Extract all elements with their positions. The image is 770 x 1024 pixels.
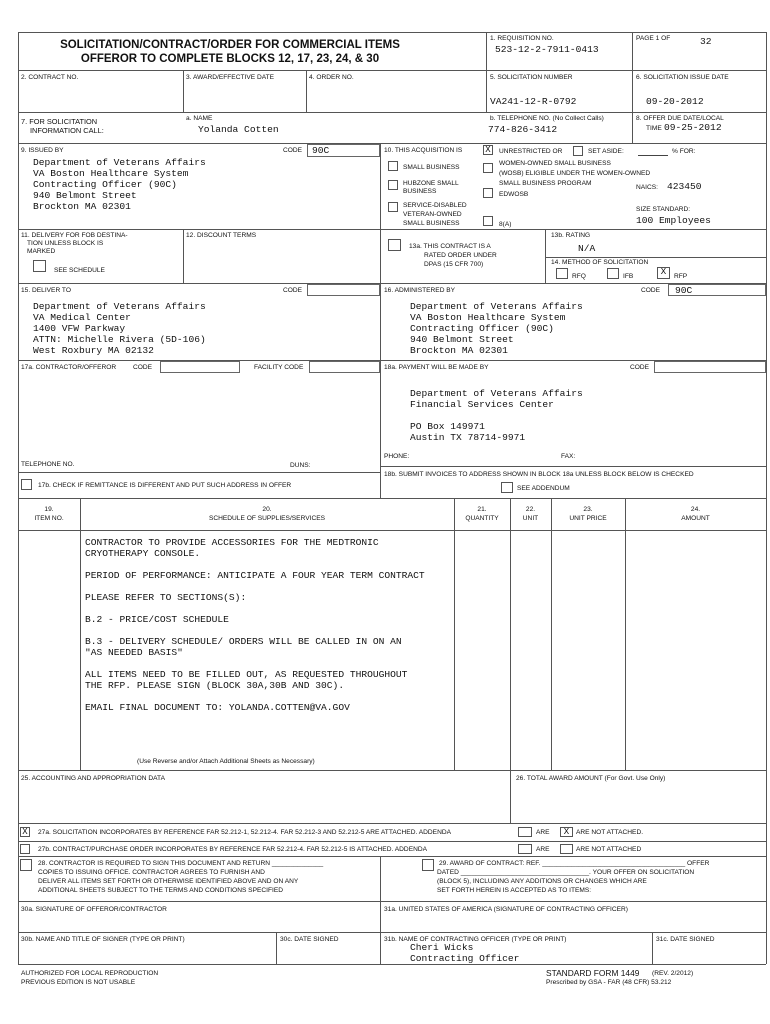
solicitation-number-label: 5. SOLICITATION NUMBER [490,74,573,81]
form-title-line2: OFFEROR TO COMPLETE BLOCKS 12, 17, 23, 24, & 30 [80,53,380,65]
discount-terms-label: 12. DISCOUNT TERMS [186,232,257,239]
col-amount-header: AMOUNT [681,515,710,522]
set-aside-checkbox[interactable] [573,146,583,156]
27b-are-not-label: ARE NOT ATTACHED [576,846,642,853]
issued-by-line: 940 Belmont Street [33,190,137,201]
schedule-description: CONTRACTOR TO PROVIDE ACCESSORIES FOR THE MEDTRONIC CRYOTHERAPY CONSOLE. PERIOD OF PERFORMANCE: ANTICIPATE A FOUR YEAR TERM CONTRACT PLEASE REFER TO SECTIONS(S): B.2 - PRICE/COST SCHEDULE B.3 - DELIVERY SCHEDULE/ ORDERS WILL BE CALLED IN ON AN "AS NEEDED BASIS" ALL ITEMS NEED TO BE FILLED OUT, AS REQUESTED THROUGHOUT THE RFP. PLEASE SIGN (BLOCK 30A,30B AND 30C). EMAIL FINAL DOCUMENT TO: YOLANDA.COTTEN@VA.GOV [85,537,425,713]
deliver-to-code-label: CODE [283,287,303,294]
offer-due-label: 8. OFFER DUE DATE/LOCAL [636,115,724,122]
offeror-date-signed-label: 30c. DATE SIGNED [280,936,339,943]
percent-for-label: % FOR: [672,148,696,155]
27a-are-checkbox[interactable] [518,827,532,837]
issue-date-value: 09-20-2012 [646,96,704,107]
rfp-checkbox[interactable]: X [657,267,670,279]
fob-label: 11. DELIVERY FOR FOB DESTINA- [21,232,128,239]
see-schedule-checkbox[interactable] [33,260,46,272]
rule [632,32,633,143]
27a-checkbox[interactable]: X [20,827,30,837]
duns-label: DUNS: [290,462,311,469]
wosb-label-3: SMALL BUSINESS PROGRAM [499,180,592,187]
method-of-solicitation-label: 14. METHOD OF SOLICITATION [551,259,649,266]
name-label: a. NAME [186,115,213,122]
unrestricted-label: UNRESTRICTED OR [499,148,563,155]
8a-label: 8(A) [499,221,512,228]
wosb-label: WOMEN-OWNED SMALL BUSINESS [499,160,611,167]
col-quantity-num: 21. [477,506,487,513]
edwosb-label: EDWOSB [499,191,529,198]
rule [18,229,766,230]
issued-by-code-label: CODE [283,147,303,154]
deliver-to-line: ATTN: Michelle Rivera (5D-106) [33,334,206,345]
rated-order-label-2: RATED ORDER UNDER [424,252,497,259]
rule [18,901,766,902]
rule [486,32,487,112]
ifb-checkbox[interactable] [607,268,619,279]
27b-are-label: ARE [536,846,550,853]
payment-code-field[interactable] [654,361,766,373]
contract-no-label: 2. CONTRACT NO. [21,74,79,81]
naics-value: 423450 [667,181,702,192]
acquisition-label: 10. THIS ACQUISITION IS [384,147,463,154]
size-standard-label: SIZE STANDARD: [636,206,691,213]
rfp-label: RFP [674,273,688,280]
rule [183,70,184,112]
submit-invoices-label: 18b. SUBMIT INVOICES TO ADDRESS SHOWN IN BLOCK 18a UNLESS BLOCK BELOW IS CHECKED [384,471,694,478]
solicitation-number-value: VA241-12-R-0792 [490,96,577,107]
remittance-different-label: 17b. CHECK IF REMITTANCE IS DIFFERENT AND PUT SUCH ADDRESS IN OFFER [38,482,292,489]
for-solicitation-label: 7. FOR SOLICITATION [21,117,98,126]
sdvosb-checkbox[interactable] [388,202,398,212]
rating-value: N/A [578,243,596,254]
rule [766,32,767,964]
size-standard-value: 100 Employees [636,215,711,226]
rule [18,143,766,144]
payment-line: PO Box 149971 [410,421,485,432]
payment-fax-label: FAX: [561,453,576,460]
29-label-2: DATED ___________________________________. YOUR OFFER ON SOLICITATION [437,869,695,876]
rule [18,112,766,113]
rule [183,229,184,283]
rule [18,841,766,842]
co-signature-label: 31a. UNITED STATES OF AMERICA (SIGNATURE OF CONTRACTING OFFICER) [384,906,628,913]
deliver-to-line: West Roxbury MA 02132 [33,345,154,356]
edwosb-checkbox[interactable] [483,188,493,198]
co-date-signed-label: 31c. DATE SIGNED [656,936,715,943]
contractor-code-field[interactable] [160,361,240,373]
contractor-telephone-label: TELEPHONE NO. [21,461,75,468]
rule [80,498,81,770]
8a-checkbox[interactable] [483,216,493,226]
issue-date-label: 6. SOLICITATION ISSUE DATE [636,74,729,81]
telephone-value: 774-826-3412 [488,124,558,135]
col-item-no-header: ITEM NO. [34,515,64,522]
small-business-label: SMALL BUSINESS [403,164,460,171]
form-name: STANDARD FORM 1449 [546,968,640,978]
set-aside-label: SET ASIDE: [588,148,624,155]
rule [18,32,19,964]
rule [510,770,511,823]
hubzone-label-2: BUSINESS [403,188,437,195]
col-quantity-header: QUANTITY [465,515,499,522]
28-label-3: DELIVER ALL ITEMS SET FORTH OR OTHERWISE IDENTIFIED ABOVE AND ON ANY [38,878,299,885]
rule [652,932,653,964]
administered-by-line: Contracting Officer (90C) [410,323,554,334]
rfq-label: RFQ [572,273,586,280]
issued-by-line: Contracting Officer (90C) [33,179,177,190]
col-unit-price-header: UNIT PRICE [569,515,607,522]
facility-code-label: FACILITY CODE [254,364,304,371]
col-unit-num: 22. [525,506,536,513]
unrestricted-checkbox[interactable]: X [483,145,493,155]
payment-code-label: CODE [630,364,650,371]
offer-due-value: 09-25-2012 [664,122,722,133]
27b-are-checkbox[interactable] [518,844,532,854]
contractor-code-label: CODE [133,364,153,371]
rating-label: 13b. RATING [551,232,591,239]
27a-label: 27a. SOLICITATION INCORPORATES BY REFERENCE FAR 52.212-1, 52.212-4. FAR 52.212-3 AND 52.212-5 ARE ATTACHED. ADDENDA [38,829,451,836]
order-no-label: 4. ORDER NO. [309,74,354,81]
rule [18,964,766,965]
col-schedule-num: 20. [262,506,272,513]
facility-code-field[interactable] [309,361,380,373]
27b-are-not-checkbox[interactable] [560,844,573,854]
rule [18,498,766,499]
issued-by-line: Brockton MA 02301 [33,201,131,212]
hubzone-label: HUBZONE SMALL [403,180,459,187]
rule [18,530,766,531]
administered-by-line: 940 Belmont Street [410,334,514,345]
telephone-label: b. TELEPHONE NO. (No Collect Calls) [490,115,604,122]
rule [18,770,766,771]
form-border-top [18,32,766,33]
rule [454,498,455,770]
rule [18,823,766,824]
requisition-no-label: 1. REQUISITION NO. [490,35,554,42]
27a-are-label: ARE [536,829,550,836]
offeror-signature-label: 30a. SIGNATURE OF OFFEROR/CONTRACTOR [21,906,167,913]
payment-label: 18a. PAYMENT WILL BE MADE BY [384,364,489,371]
29-checkbox[interactable] [422,859,434,871]
form-revision: (REV. 2/2012) [652,970,694,977]
fob-label-3: MARKED [27,248,56,255]
28-checkbox[interactable] [20,859,32,871]
rule [306,70,307,112]
page-total: 32 [700,36,712,47]
sdvosb-label: SERVICE-DISABLED [403,202,467,209]
rated-order-label-3: DPAS (15 CFR 700) [424,261,484,268]
col-item-no-num: 19. [44,506,54,513]
sdvosb-label-2: VETERAN-OWNED [403,211,462,218]
administered-by-line: Department of Veterans Affairs [410,301,583,312]
28-label-4: ADDITIONAL SHEETS SUBJECT TO THE TERMS AND CONDITIONS SPECIFIED [38,887,283,894]
requisition-no-value: 523-12-2-7911-0413 [495,44,599,55]
rule [510,498,511,770]
28-label-2: COPIES TO ISSUING OFFICE. CONTRACTOR AGREES TO FURNISH AND [38,869,265,876]
signer-name-label: 30b. NAME AND TITLE OF SIGNER (TYPE OR PRINT) [21,936,185,943]
27a-are-not-label: ARE NOT ATTACHED. [576,829,644,836]
offer-due-time-label: TIME [646,125,662,132]
issued-by-line: VA Boston Healthcare System [33,168,189,179]
rule [18,283,766,284]
col-unit-header: UNIT [522,515,539,522]
payment-line: Austin TX 78714-9971 [410,432,526,443]
deliver-to-line: Department of Veterans Affairs [33,301,206,312]
rule [380,856,381,964]
28-label: 28. CONTRACTOR IS REQUIRED TO SIGN THIS DOCUMENT AND RETURN ______________ [38,860,324,867]
issued-by-code-value: 90C [312,145,330,156]
small-business-checkbox[interactable] [388,161,398,171]
deliver-to-label: 15. DELIVER TO [21,287,71,294]
form-prescribed: Prescribed by GSA - FAR (48 CFR) 53.212 [546,979,672,986]
co-name-label: 31b. NAME OF CONTRACTING OFFICER (TYPE OR PRINT) [384,936,567,943]
rule [625,498,626,770]
reverse-note: (Use Reverse and/or Attach Additional Sheets as Necessary) [137,758,315,765]
27b-checkbox[interactable] [20,844,30,854]
29-label: 29. AWARD OF CONTRACT: REF. _______________________________________ OFFER [439,860,710,867]
contractor-label: 17a. CONTRACTOR/OFFEROR [21,364,117,371]
rated-order-label: 13a. THIS CONTRACT IS A [409,243,491,250]
see-addendum-checkbox[interactable] [501,482,513,493]
administered-by-label: 16. ADMINISTERED BY [384,287,456,294]
deliver-to-line: 1400 VFW Parkway [33,323,126,334]
rule [18,856,766,857]
rule [18,70,766,71]
rule [545,229,546,283]
deliver-to-line: VA Medical Center [33,312,131,323]
rule [18,472,380,473]
rule [18,932,766,933]
co-title: Contracting Officer [410,953,520,964]
issued-by-label: 9. ISSUED BY [21,147,64,154]
deliver-to-code-field[interactable] [307,284,380,296]
rule [380,466,766,467]
set-aside-percent-line [638,155,668,156]
rule [276,932,277,964]
fob-label-2: TION UNLESS BLOCK IS [27,240,104,247]
29-label-3: (BLOCK 5), INCLUDING ANY ADDITIONS OR CHANGES WHICH ARE [437,878,647,885]
administered-by-code-label: CODE [641,287,661,294]
issued-by-line: Department of Veterans Affairs [33,157,206,168]
award-date-label: 3. AWARD/EFFECTIVE DATE [186,74,275,81]
ifb-label: IFB [623,273,634,280]
naics-label: NAICS: [636,184,658,191]
page-label: PAGE 1 OF [636,35,671,42]
payment-phone-label: PHONE: [384,453,410,460]
col-schedule-header: SCHEDULE OF SUPPLIES/SERVICES [208,515,326,522]
27b-label: 27b. CONTRACT/PURCHASE ORDER INCORPORATES BY REFERENCE FAR 52.212-4. FAR 52.212-5 IS ATTACHED. ADDENDA [38,846,428,853]
for-solicitation-label-2: INFORMATION CALL: [30,126,104,135]
accounting-label: 25. ACCOUNTING AND APPROPRIATION DATA [21,775,165,782]
footer-reproduction: AUTHORIZED FOR LOCAL REPRODUCTION [21,970,159,977]
hubzone-checkbox[interactable] [388,180,398,190]
rated-order-checkbox[interactable] [388,239,401,251]
col-unit-price-num: 23. [583,506,593,513]
wosb-label-2: (WOSB) ELIGIBLE UNDER THE WOMEN-OWNED [499,170,651,177]
administered-by-code-value: 90C [675,285,693,296]
form-title-line1: SOLICITATION/CONTRACT/ORDER FOR COMMERCIAL ITEMS [60,39,400,51]
see-addendum-label: SEE ADDENDUM [517,485,570,492]
col-amount-num: 24. [690,506,701,513]
administered-by-line: Brockton MA 02301 [410,345,508,356]
see-schedule-label: SEE SCHEDULE [54,267,105,274]
payment-line: Department of Veterans Affairs [410,388,583,399]
27a-are-not-checkbox[interactable]: X [560,827,573,837]
footer-previous-edition: PREVIOUS EDITION IS NOT USABLE [21,979,136,986]
rule [551,498,552,770]
contact-name: Yolanda Cotten [198,124,279,135]
wosb-checkbox[interactable] [483,163,493,173]
rule [545,257,766,258]
total-award-label: 26. TOTAL AWARD AMOUNT (For Govt. Use Only) [516,775,666,782]
administered-by-line: VA Boston Healthcare System [410,312,566,323]
sdvosb-label-3: SMALL BUSINESS [403,220,460,227]
co-name: Cheri Wicks [410,942,474,953]
remittance-different-checkbox[interactable] [21,479,32,490]
rfq-checkbox[interactable] [556,268,568,279]
payment-line: Financial Services Center [410,399,554,410]
29-label-4: SET FORTH HEREIN IS ACCEPTED AS TO ITEMS: [437,887,592,894]
rule [380,143,381,498]
